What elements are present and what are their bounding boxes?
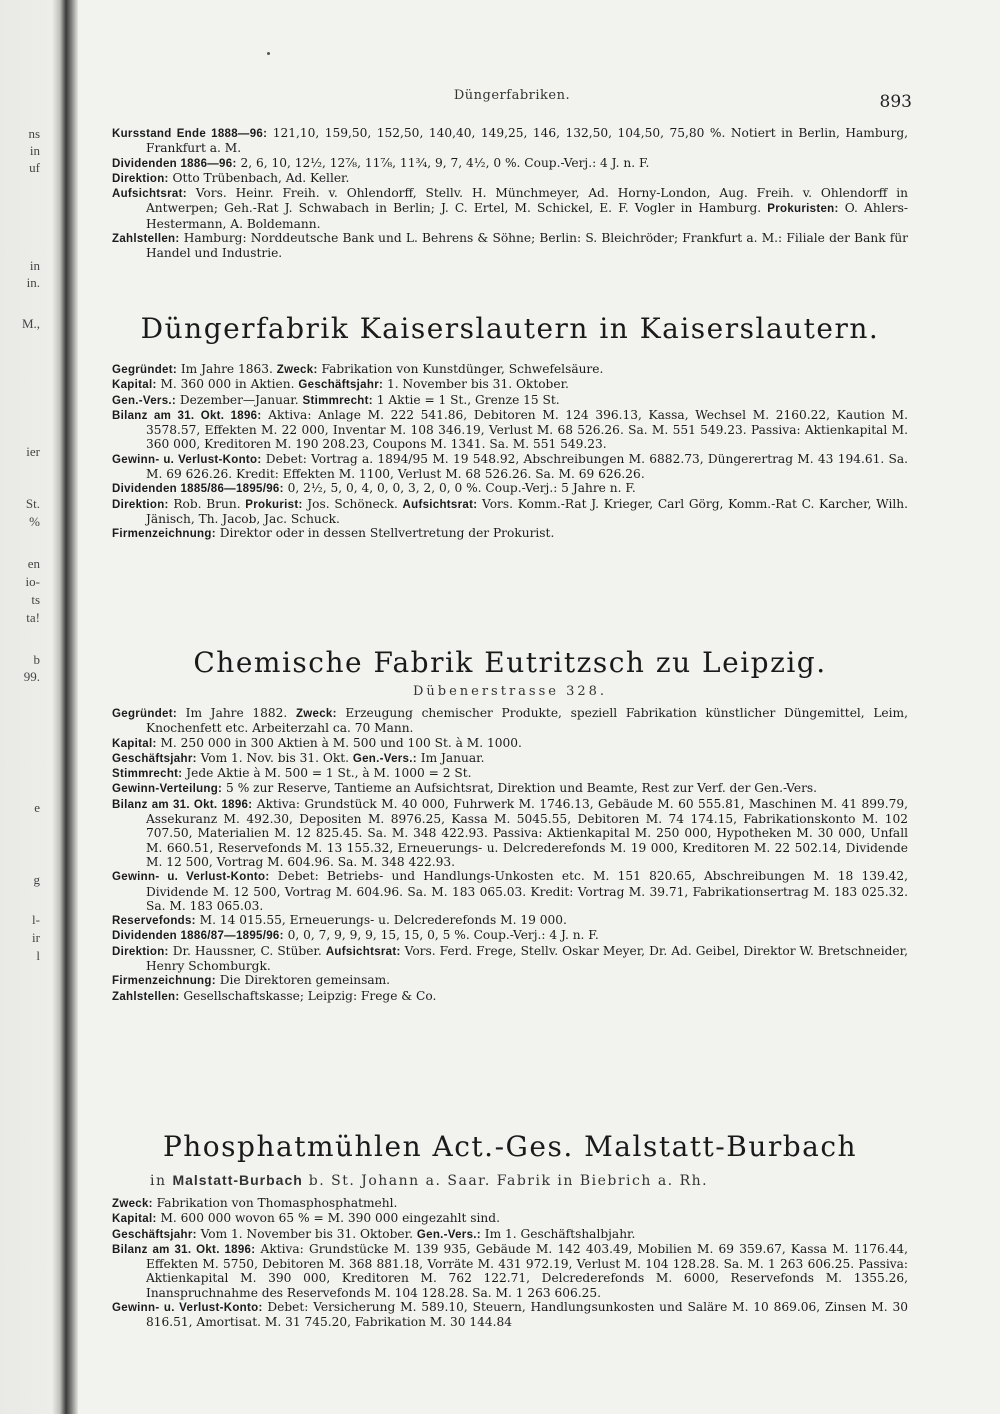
entry-zahlstellen [112, 989, 908, 1004]
entry-text: 0, 0, 7, 9, 9, 9, 15, 15, 0, 5 %. Coup.-Verj.: 4 J. n. F. [283, 928, 599, 943]
entry-bilanz [112, 408, 908, 452]
entry-label: Gegründet: [112, 708, 177, 720]
entry-dividenden [112, 156, 908, 171]
entry-text: Aktiva: Grundstück M. 40 000, Fuhrwerk M. 1746.13, Gebäude M. 60 555.81, Maschinen M. 41 899.79, Assekuranz M. 492.30, Depositen M. 8976.25, Kassa M. 5045.55, Debitoren M. 74 174.15, Fabrikationskonto M. 102 707.50, Materialien M. 12 825.45. Sa. M. 348 422.93. Passiva: Aktienkapital M. 250 000, Hypotheken M. 30 000, Unfall M. 660.51, Reservefonds M. 13 155.32, Erneuerungs- u. Delcrederefonds M. 19 000, Kreditoren M. 22 502.14, Dividende M. 12 500, Vortrag M. 604.96. Sa. M. 348 422.93. [146, 796, 908, 869]
entry-label: Bilanz am 31. Okt. 1896: [112, 409, 262, 422]
entry-text: Debet: Versicherung M. 589.10, Steuern, Handlungsunkosten und Saläre M. 10 869.06, Zinsen M. 30 816.51, Amortisat. M. 31 745.20, Fabrikation M. 30 144.84 [146, 1300, 908, 1330]
entry-label: Zweck: [276, 364, 318, 376]
entry-aufsichtsrat [112, 186, 908, 231]
entry-bilanz [112, 797, 908, 869]
entry-gegruendet [112, 706, 908, 736]
entry-label: Dividenden 1886/87—1895/96: [112, 930, 284, 943]
entry-label: Firmenzeichnung: [112, 528, 216, 541]
entry-geschaeftsjahr [112, 751, 908, 766]
margin-fragment: 99. [23, 669, 40, 684]
margin-fragment: in [29, 143, 40, 158]
entry-text: Gesellschaftskasse; Leipzig: Frege & Co. [179, 988, 437, 1003]
margin-fragment: M., [21, 316, 40, 331]
section-malstatt-burbach [112, 1196, 908, 1330]
margin-fragment: io- [25, 574, 40, 589]
entry-direktion [112, 171, 908, 186]
entry-label: Gewinn-Verteilung: [112, 783, 223, 796]
entry-label: Gen.-Vers.: [352, 752, 417, 765]
company-title-kaiserslautern: Düngerfabrik Kaiserslautern in Kaiserslautern. [140, 312, 880, 345]
entry-label: Gen.-Vers.: [416, 1228, 481, 1241]
entry-label: Kapital: [112, 379, 157, 392]
entry-label: Gen.-Vers.: [112, 394, 177, 407]
entry-text: Aktiva: Anlage M. 222 541.86, Debitoren M. 124 396.13, Kassa, Wechsel M. 2160.22, Kaution M. 3578.57, Effekten M. 22 000, Inventar M. 108 346.19, Verlust M. 68 526.26. Sa. M. 551 549.23. Passiva: Aktienkapital M. 360 000, Kreditoren M. 190 208.23, Coupons M. 1341. Sa. M. 551 549.23. [146, 407, 908, 452]
entry-text: Debet: Betriebs- und Handlungs-Unkosten etc. M. 151 820.65, Abschreibungen M. 18 139.42, Dividende M. 12 500, Vortrag M. 604.96. Sa. M. 183 065.03. Kredit: Vortrag M. 39.71, Fabrikationsertrag M. 183 025.32. Sa. M. 183 065.03. [146, 869, 908, 913]
entry-label: Kapital: [112, 1213, 157, 1226]
entry-text: Im 1. Geschäftshalbjahr. [480, 1226, 636, 1241]
entry-reservefonds [112, 913, 908, 928]
margin-fragment: ts [31, 592, 40, 607]
entry-bilanz [112, 1242, 908, 1300]
entry-text: O. Ahlers-Hestermann, A. Boldemann. [146, 201, 909, 231]
margin-fragment: ir [32, 930, 40, 945]
entry-text: Vom 1. November bis 31. Oktober. [196, 1226, 417, 1241]
company-location [150, 1172, 910, 1189]
running-head [112, 88, 912, 110]
margin-fragment: % [29, 514, 40, 529]
speck [267, 52, 270, 55]
entry-dividenden [112, 928, 908, 943]
entry-label: Reservefonds: [112, 915, 196, 928]
entry-label: Zweck: [295, 708, 337, 720]
entry-label: Gewinn- u. Verlust-Konto: [112, 1302, 263, 1315]
entry-label: Zweck: [112, 1198, 153, 1210]
entry-text: 121,10, 159,50, 152,50, 140,40, 149,25, 146, 132,50, 104,50, 75,80 %. Notiert in Berlin, Hamburg, Frankfurt a. M. [146, 126, 908, 156]
entry-text: Fabrikation von Kunstdünger, Schwefelsäure. [317, 362, 604, 376]
margin-fragment: in. [26, 275, 40, 290]
entry-label: Geschäftsjahr: [298, 379, 384, 392]
entry-label: Geschäftsjahr: [112, 1228, 197, 1241]
entry-text: Jede Aktie à M. 500 = 1 St., à M. 1000 = 2 St. [182, 766, 472, 781]
entry-dividenden [112, 481, 908, 496]
margin-fragment: in [29, 258, 40, 273]
entry-text: Aktiva: Grundstücke M. 139 935, Gebäude M. 142 403.49, Mobilien M. 69 359.67, Kassa M. 1176.44, Effekten M. 5750, Debitoren M. 368 881.18, Vorräte M. 431 972.19, Verlust M. 104 128.28. Sa. M. 1 263 606.25. Passiva: Aktienkapital M. 390 000, Kreditoren M. 762 122.71, Delcrederefonds M. 6000, Reservefonds M. 1355.26, Inanspruchnahme des Reservefonds M. 104 128.28. Sa. M. 1 263 606.25. [146, 1241, 908, 1300]
entry-firmenzeichnung [112, 973, 908, 988]
entry-kursstand [112, 126, 908, 156]
margin-fragment: e [34, 800, 40, 815]
entry-text: 2, 6, 10, 12½, 12⅞, 11⅞, 11¾, 9, 7, 4½, 0 %. Coup.-Verj.: 4 J. n. F. [236, 155, 650, 170]
margin-fragment: ta! [26, 610, 40, 625]
section-continuation [112, 126, 908, 261]
entry-firmenzeichnung [112, 526, 908, 541]
entry-label: Kapital: [112, 737, 157, 750]
entry-gewinn-verlust [112, 869, 908, 913]
entry-direktion [112, 944, 908, 974]
entry-text: 1. November bis 31. Oktober. [383, 377, 569, 392]
entry-text: Die Direktoren gemeinsam. [215, 973, 391, 988]
entry-text: Jos. Schöneck. [302, 496, 403, 511]
entry-label: Bilanz am 31. Okt. 1896: [112, 798, 253, 811]
page-number: 893 [879, 92, 912, 112]
margin-fragment: ier [26, 444, 40, 459]
entry-direktion [112, 497, 908, 527]
entry-label: Direktion: [112, 172, 169, 185]
entry-zahlstellen [112, 231, 908, 261]
entry-label: Aufsichtsrat: [402, 498, 478, 511]
entry-label: Aufsichtsrat: [325, 945, 401, 958]
entry-kapital [112, 1211, 908, 1226]
entry-gen-vers [112, 393, 908, 408]
entry-label: Zahlstellen: [112, 990, 180, 1003]
margin-fragment: ns [28, 126, 40, 141]
entry-label: Geschäftsjahr: [112, 752, 197, 765]
margin-fragment: St. [25, 496, 40, 511]
entry-text: Rob. Brun. [168, 496, 246, 511]
entry-label: Dividenden 1886—96: [112, 157, 237, 170]
margin-fragment: l- [32, 912, 40, 927]
entry-label: Prokurist: [245, 498, 303, 511]
entry-text: Erzeugung chemischer Produkte, speziell Fabrikation künstlicher Düngemittel, Leim, Knochenfett etc. Arbeiterzahl ca. 70 Mann. [146, 706, 908, 736]
entry-text: Vors. Ferd. Frege, Stellv. Oskar Meyer, Dr. Ad. Geibel, Direktor W. Bretschneider, Henry Schomburgk. [146, 943, 908, 974]
margin-fragment: en [27, 556, 40, 571]
margin-fragment: uf [29, 160, 40, 175]
entry-text: 0, 2½, 5, 0, 4, 0, 0, 3, 2, 0, 0 %. Coup.-Verj.: 5 Jahre n. F. [283, 481, 636, 496]
entry-gewinn-verlust [112, 1300, 908, 1330]
entry-label: Prokuristen: [767, 203, 839, 216]
entry-label: Direktion: [112, 498, 169, 511]
company-address: Dübenerstrasse 328. [412, 684, 608, 699]
margin-fragment: b [33, 652, 40, 667]
section-kaiserslautern [112, 362, 908, 542]
entry-label: Gewinn- u. Verlust-Konto: [112, 871, 270, 884]
entry-gegruendet [112, 362, 908, 377]
entry-gewinn-verteilung [112, 781, 908, 796]
entry-kapital [112, 736, 908, 751]
entry-label: Stimmrecht: [302, 394, 373, 407]
entry-label: Aufsichtsrat: [112, 188, 187, 201]
entry-text: Vom 1. Nov. bis 31. Okt. [196, 750, 353, 765]
margin-fragment: l [36, 948, 40, 963]
entry-text: M. 360 000 in Aktien. [156, 377, 299, 392]
entry-text: Im Jahre 1882. [176, 706, 296, 720]
entry-label: Gewinn- u. Verlust-Konto: [112, 453, 262, 466]
entry-text: Dr. Haussner, C. Stüber. [168, 943, 326, 958]
entry-label: Kursstand Ende 1888—96: [112, 128, 268, 140]
company-title-malstatt-burbach: Phosphatmühlen Act.-Ges. Malstatt-Burbach [162, 1130, 858, 1163]
entry-label: Firmenzeichnung: [112, 975, 216, 988]
entry-label: Dividenden 1885/86—1895/96: [112, 483, 284, 496]
location-name: Malstatt-Burbach [172, 1172, 303, 1188]
entry-text: Debet: Vortrag a. 1894/95 M. 19 548.92, Abschreibungen M. 6882.73, Düngerertrag M. 43 194.61. Sa. M. 69 626.26. Kredit: Effekten M. 1100, Verlust M. 68 526.26. Sa. M. 69 626.26. [146, 451, 908, 482]
margin-fragment: g [33, 872, 40, 887]
location-prefix: in [150, 1173, 173, 1189]
entry-stimmrecht [112, 766, 908, 781]
company-title-eutritzsch: Chemische Fabrik Eutritzsch zu Leipzig. [193, 646, 827, 679]
entry-kapital [112, 377, 908, 392]
location-rest: b. St. Johann a. Saar. Fabrik in Biebrich a. Rh. [302, 1173, 709, 1189]
entry-text: Fabrikation von Thomasphosphatmehl. [152, 1196, 398, 1210]
entry-text: Im Jahre 1863. [176, 362, 277, 376]
entry-text: 1 Aktie = 1 St., Grenze 15 St. [372, 392, 560, 407]
entry-label: Direktion: [112, 945, 169, 958]
entry-text: Dezember—Januar. [176, 392, 303, 407]
book-gutter [0, 0, 78, 1414]
entry-text: Otto Trübenbach, Ad. Keller. [168, 170, 350, 185]
entry-text: Vors. Heinr. Freih. v. Ohlendorff, Stellv. H. Münchmeyer, Ad. Horny-London, Aug. Freih. v. Ohlendorff in Antwerpen; Geh.-Rat J. Schwabach in Berlin; J. C. Ertel, M. Schickel, E. F. Vogler in Hamburg. [146, 186, 908, 216]
entry-label: Gegründet: [112, 364, 177, 376]
entry-label: Bilanz am 31. Okt. 1896: [112, 1243, 256, 1256]
entry-text: 5 % zur Reserve, Tantieme an Aufsichtsrat, Direktion und Beamte, Rest zur Verf. der Gen.-Vers. [222, 781, 818, 796]
entry-text: Direktor oder in dessen Stellvertretung der Prokurist. [215, 526, 555, 541]
section-eutritzsch [112, 706, 908, 1004]
entry-gewinn-verlust [112, 452, 908, 482]
entry-text: M. 600 000 wovon 65 % = M. 390 000 eingezahlt sind. [156, 1211, 500, 1226]
entry-zweck [112, 1196, 908, 1211]
entry-label: Stimmrecht: [112, 768, 183, 781]
entry-text: Hamburg: Norddeutsche Bank und L. Behrens & Söhne; Berlin: S. Bleichröder; Frankfurt a. M.: Filiale der Bank für Handel und Industrie. [146, 231, 908, 261]
running-head-title: Düngerfabriken. [453, 88, 571, 103]
entry-geschaeftsjahr [112, 1227, 908, 1242]
entry-text: M. 14 015.55, Erneuerungs- u. Delcrederefonds M. 19 000. [195, 913, 567, 928]
entry-text: Vors. Komm.-Rat J. Krieger, Carl Görg, Komm.-Rat C. Karcher, Wilh. Jänisch, Th. Jacob, Jac. Schuck. [146, 496, 909, 526]
entry-text: M. 250 000 in 300 Aktien à M. 500 und 100 St. à M. 1000. [156, 735, 522, 750]
entry-label: Zahlstellen: [112, 233, 180, 246]
entry-text: Im Januar. [416, 750, 485, 765]
